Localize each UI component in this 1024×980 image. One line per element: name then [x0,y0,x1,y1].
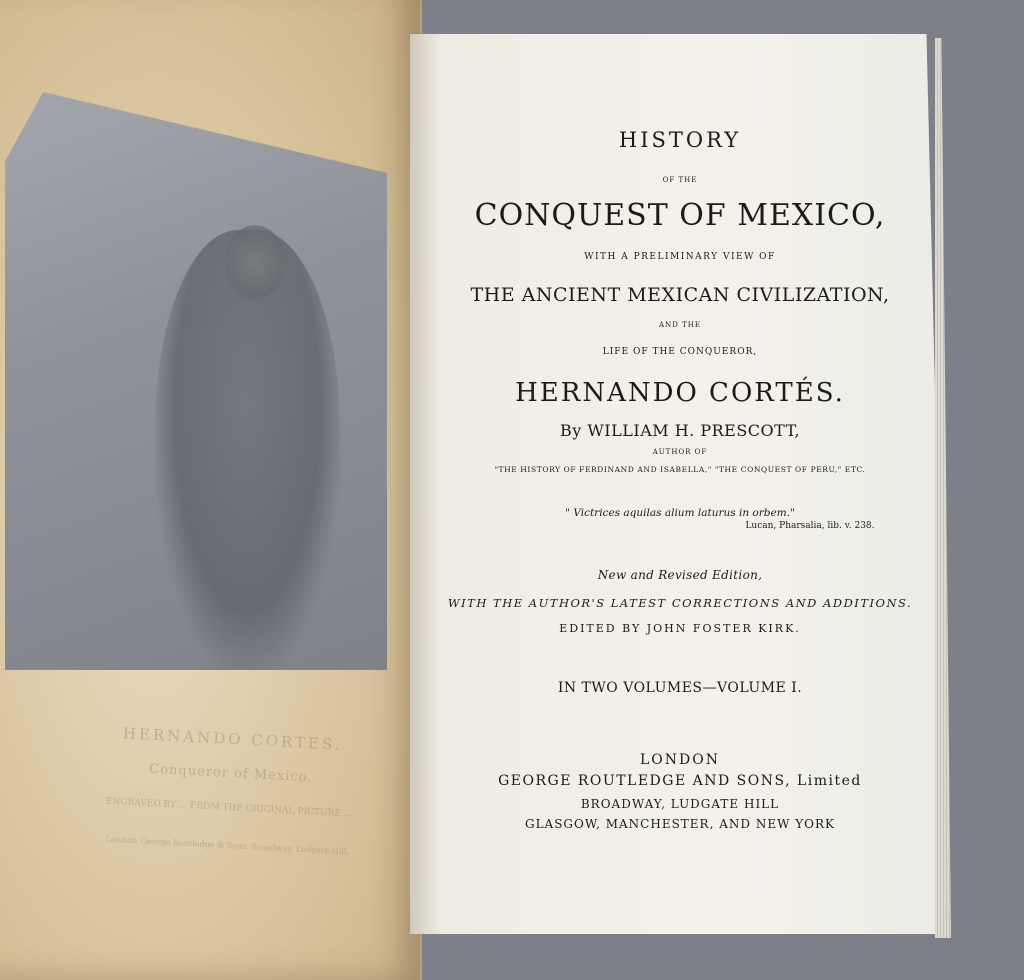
other-works-line: "THE HISTORY OF FERDINAND AND ISABELLA," "THE CONQUEST OF PERU," ETC. [494,465,866,474]
imprint-publisher: GEORGE ROUTLEDGE AND SONS, Limited [498,773,862,789]
portrait-head [225,225,285,300]
imprint-address-2: GLASGOW, MANCHESTER, AND NEW YORK [524,817,835,831]
editor-line: EDITED BY JOHN FOSTER KIRK. [559,622,801,635]
preliminary-view-line: WITH A PRELIMINARY VIEW OF [584,252,776,262]
imprint-city: LONDON [640,752,720,768]
epigraph-source: Lucan, Pharsalia, lib. v. 238. [745,521,875,531]
corrections-line: WITH THE AUTHOR'S LATEST CORRECTIONS AND ADDITIONS. [447,596,913,610]
plate-caption [57,721,403,859]
of-the-line: OF THE [662,176,698,184]
life-of-conqueror-line: LIFE OF THE CONQUEROR, [602,347,758,357]
imprint-address-1: BROADWAY, LUDGATE HILL [580,797,780,811]
epigraph-quote: " Victrices aquilas alium laturus in orbem." [565,507,795,519]
plate-caption-title: HERNANDO CORTES. [122,724,343,754]
plate-caption-engraver: ENGRAVED BY ... FROM THE ORIGINAL PICTURE ... [105,796,353,820]
plate-caption-publisher: London: George Routledge & Sons, Broadway, Ludgate Hill. [105,834,350,857]
page-edges [935,38,951,938]
edition-line: New and Revised Edition, [597,568,763,582]
plate-caption-subtitle: Conqueror of Mexico. [148,761,313,786]
and-the-line: AND THE [659,321,701,329]
author-line: By WILLIAM H. PRESCOTT, [559,421,801,440]
author-of-line: AUTHOR OF [652,448,708,456]
ancient-civilization-line: THE ANCIENT MEXICAN CIVILIZATION, [470,284,890,306]
title-conquest: CONQUEST OF MEXICO, [474,198,886,233]
hernando-cortes-title: HERNANDO CORTÉS. [515,378,845,408]
title-history: HISTORY [618,128,742,152]
volumes-line: IN TWO VOLUMES—VOLUME I. [557,680,803,696]
